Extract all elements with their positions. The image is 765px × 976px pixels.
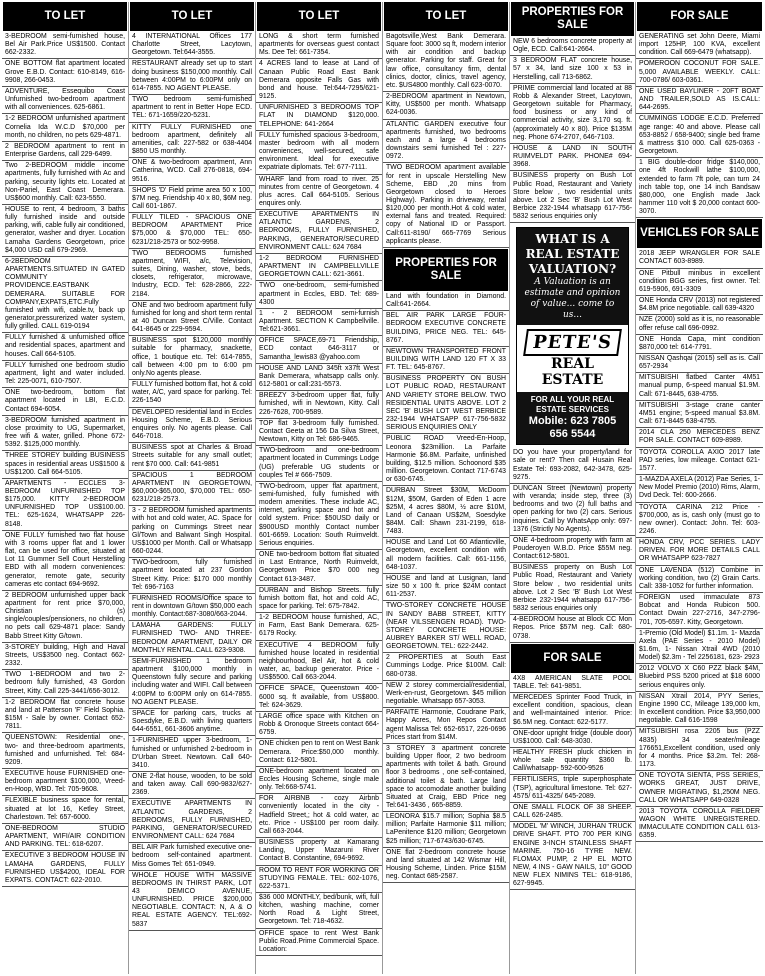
classified-ad: CUMMINGS LODGE E.C.D. Preferred age range: 40 and above. Please call 653-8852 / 658-9400; single bed frame & mattress $10 000. Call 625-0363 - Georgetown.	[636, 115, 763, 158]
classified-ad: ATLANTIC GARDEN executive four apartments furnished, two bedrooms each and a large 4 bedrooms downstairs semi furnished Tel : 227-0972.	[383, 121, 509, 164]
classified-ad: FLEXIBLE business space for rental, situated at lot 16, Ketley Street, Charlestown. Tel: 657-6000.	[2, 797, 128, 823]
classified-ad: BUSINESS spot $120,000 monthly suitable for pharmacy, snackette, office, 1 boutique etc. Tel: 614-7855, call between 4:00 pm to 6:00 pm only.No agents please.	[129, 337, 255, 380]
classified-ad: 3 BEDROOM FLAT concrete house, 57 x 34, land size 100 x 53 in Herstelling, call 713-6862.	[510, 57, 635, 83]
classified-ad: ONE flat 2-bedroom concrete house and land situated at 142 Wismar Hill, Housing Scheme, Linden. Price $15M neg. Contact 685-2587.	[383, 849, 509, 884]
classified-ad: NISSAN Qashqai (2015) sell as is. Call 657-2934	[636, 355, 763, 373]
classified-ad: 1 - 2 BEDROOM semi-furnish Apartment. SECTION K Campbellville. Tel:621-3661.	[256, 310, 382, 336]
classified-ad: 1-2 BEDROOM unfurnished apartment Cornelia Ida W.C.D $70,000 per month, no children, no pets 629-4871.	[2, 115, 128, 141]
classified-ad: 4 INTERNATIONAL Offices 177 Charlotte Street, Lacytown, Georgetown. Tel:644-3555.	[129, 33, 255, 59]
promo-phone: Mobile: 623 7805 656 5544	[528, 415, 617, 441]
promo-logo-sub: REAL ESTATE	[541, 356, 604, 389]
classified-ad: LEONORA $15.7 million; Sophia $8.5 million; Parfaite Harmonie $11 million; LaPenitence $120 million; Georgetown $25 million; 717-6743/630-6745.	[383, 813, 509, 848]
classified-ad: TWO-bedroom, upper flat apartment, semi-furnished, fully furnished with modern amenities. These include AC, internet, parking space and hot and cold system. Price: $50USD daily or $900USD monthly Contact number 601-6659. Location: South Ruimveldt. Serious enquiries.	[256, 483, 382, 550]
classified-ad: HOUSE and Land Lot 60 Atlanticville, Georgetown, excellent condition with all modern facilities. Call: 661-1156, 648-1037.	[383, 539, 509, 574]
classified-ad: 2 BEDROOM unfurnished upper back apartment for rent price $70,000, Christian (s) single/couples/pensioners, no children, no pets call 629-4871 place: Sandy Babb Street Kitty G/town.	[2, 592, 128, 643]
classified-ad: EXECUTIVE 3 BEDROOM HOUSE IN LAMAHA GARDENS, FULLY FURNISHED US$4200, IDEAL FOR EXPATS. CONTACT: 622-2010.	[2, 852, 128, 887]
classified-ad: DURBAN Street $30M, McDoom $12M, $50M, Garden of Eden 1 acre $25M, 4 acres $80M, ½ acre $10M, Land of Canaan US$2M, Soesdyke $84M. Call: Shawn 231-2199, 618-7483.	[383, 487, 509, 538]
classified-ad: 6-2BEDROOM APARTMENTS.SITUATED IN GATED COMMUNITY PROVIDENCE.EASTBANK DEMERARA. SUITABLE FOR COMPANY,EXPATS,ETC.Fully furnished with wifi, cable.tv, back up generator,pressurerized water system, fully grilled. CALL 619-0194	[2, 258, 128, 333]
classified-ad: MITSUBISHI flatbed Canter 4M51 manual pump, 6-speed manual $1.9M. Call: 671-8445, 638-4755.	[636, 374, 763, 400]
column-to-let-1	[2, 2, 129, 974]
classified-ad: EXECUTIVE house FURNISHED one-bedroom apartment $100,000, Vreed-en-Hoop, WBD. Tel: 705-9608.	[2, 770, 128, 796]
classified-ad: BUSINESS property at Kamarang Landing, Upper Mazaruni River Contact B. Constantine, 694-9692.	[256, 839, 382, 865]
classified-ad: DURBAN and Bishop Streets. fully furnish bottom flat, hot and cold AC, space for parking. Tel: 675-7842.	[256, 587, 382, 613]
classified-ad: ONE SMALL FLOCK OF 38 SHEEP. CALL 626-2485.	[510, 804, 635, 822]
section-header: PROPERTIES FOR SALE	[511, 2, 634, 36]
classified-ad: 4 ACRES land to lease at Land of Canaan Public Road East Bank Demerara opposite Falls Gas with bond and house. Tel:644-7295/621-9125.	[256, 60, 382, 103]
classified-ad: TWO one-bedroom, semi-furnished apartment in Eccles, EBD. Tel: 689-4300	[256, 282, 382, 308]
classified-ad: ONE two-bedroom bottom flat situated in Last Entrance, North Ruimveldt, Georgetown Price $70 000 neg Contact 613-3487.	[256, 551, 382, 586]
classified-ad: ONE Pitbull minibus in excellent condition BGG series, first owner. Tel: 619-5906, 691-3309	[636, 270, 763, 296]
classified-ad: HOUSE and land at Lusignan, land size 50 x 100 ft. price $24M contact 611-2537.	[383, 575, 509, 601]
classified-ad: 1-MAZDA AXELA (2012) Pae Series, 1- New Model Premio (2010) Rims, Alarm, Dvd Deck. Tel: 600-2666.	[636, 476, 763, 502]
classified-ad: TWO BEDROOM apartment available for rent in upscale Herstelling New Scheme, EBD ,20 mins from Georgetown closed to Heroes Highway). Parking in driveway, rental $120,000 per month.Hot & cold water, external fans and treated. Required: copy of National ID or Passport. Call:611-8190/ 665-7769 Serious applicants please.	[383, 164, 509, 248]
classified-ad: MODEL 'M' WINCH, JURHAN TRUCK DRIVE SHAFT. PTO 700 PER KING ENGINE 3-INCH STAINLESS SHAFT MARINE. 750-16 TYRE NEW. FLOMAX PUMP, 2 HP EL MOTO NEW, 4 INS - GAW NAILS, 10" GOOD NEW FLEX NIMINS TEL: 618-9186, 627-9945.	[510, 823, 635, 890]
classified-ad: 4X8 AMERICAN SLATE POOL TABLE. Tel: 641-9851.	[510, 675, 635, 693]
column-to-let-2	[129, 2, 256, 974]
classified-ad: HEALTHY FRESH pluck chicken in whole sale quantity $360 lb. Call/whatsapp- 592-600-9526	[510, 749, 635, 775]
classified-ad: KITTY FULLY FURNISHED one bedroom apartment, definitely all amenities, call: 227-582 or 638-4404 $850 US monthly.	[129, 124, 255, 159]
classified-ad: 3 STOREY 3 apartment concrete building Upper floor, 2 two bedroom apartments with toilet & bath. Ground floor 3 bedrooms , one self-contained, additional toilet & bath. Large land space to accomodate another building Situated at Craig, EBD Price neg Tel:641-3436 , 665-8859.	[383, 745, 509, 812]
classified-ad: TWO-STOREY CONCRETE HOUSE IN SANDY BABB STREET, KITTY (NEAR VILSSENGEN ROAD). TWO-STOREY CONCRETE HOUSE: AUBREY BARKER ST/ WELL ROAD, GEORGETOWN. TEL: 622-2442.	[383, 602, 509, 653]
classified-ad: ONE 4-bedroom property with farm at Pouderoyen W.B.D. Price $55M neg. Contact:612-5801.	[510, 537, 635, 563]
classified-ad: MERCEDES Sprinter Food Truck, in excellent condition, spacious, clean and well-maintained interior. Price: $6.5M neg. Contact: 622-5177.	[510, 694, 635, 729]
classified-ad: 3-BEDROOM furnished apartment in close proximity to UG, Supermarket, free wifi & water, grilled. Phone 672-5392. $125,000 monthly.	[2, 417, 128, 452]
classified-ad: FURNISHED ROOMS/Office space to rent in downtown G/town $50,000 each monthly. Contact:687-3080/663-2044.	[129, 595, 255, 621]
classified-ad: ONE BOTTOM flat apartment located Grove E.B.D. Contact: 610-8149, 616-9908, 266-0453.	[2, 60, 128, 86]
classified-ad: MITSUBISHI rosa 2205 bus (PZZ 4835) 34 seater/mileage 176651,Excellent condition, used only for 4 months. Price $3.2m. Tel: 268-1173.	[636, 728, 763, 771]
classified-ad: FULLY furnished & unfurnished office and residential spaces, apartment and houses. Call 664-5105.	[2, 334, 128, 360]
classified-ad: TOYOTA COROLLA AXIO 2017 late PAD series, low mileage. Contact 621-1577.	[636, 449, 763, 475]
classified-ad: NZE (2000) sold as it is, no reasonable offer refuse call 696-0992.	[636, 316, 763, 334]
classified-ad: TWO-bedroom, fully furnished apartment located at 237 Gordon Street Kitty. Price: $170 000 monthly Tel: 696-7163	[129, 559, 255, 594]
classified-ad: PARFAITE Harmonie, Coudrane Park, Happy Acres, Mon Repos Contact agent Malissa Tel: 652-6517, 226-0696 Prices start from $14M.	[383, 709, 509, 744]
classified-ad: 3-BEDROOM semi-furnished house, Bel Air Park.Price US$1500. Contact 662-2332.	[2, 33, 128, 59]
classified-ad: ONE Honda Capa, mint condition $870,000 tel: 614-7791.	[636, 336, 763, 354]
classified-ad: 1-2 BEDROOM flat concrete house and land at Patterson 'F' Field Sophia. $15M - Sale by owner. Contact 652-7811.	[2, 699, 128, 734]
column-properties-for-sale	[510, 2, 636, 974]
classified-ad: 4-BEDROOM house at Block CC Mon Repos. Price $57M neg. Call: 680-0738.	[510, 616, 635, 642]
classified-ad: POMEROON COCONUT FOR SALE. 5,000 AVAILABLE WEEKLY. CALL: 700-0786/ 603-0361.	[636, 60, 763, 86]
classified-ad: LARGE office space with Kitchen on Robb & Oronoque Streets contact 664-6759.	[256, 713, 382, 739]
classified-ad: FERTILISERS, triple superphosphate (TSP), agricultural limestone. Tel: 627-4575/ 611-4325/ 645-2089.	[510, 776, 635, 802]
promo-bottom	[517, 392, 628, 444]
classified-ad: MITSUBISHI 3-stage crane canter 4M51 engine; 5-speed manual $3.8M. Call: 671-8445 638-4755.	[636, 402, 763, 428]
promo-top	[517, 228, 628, 325]
real-estate-promo	[516, 227, 629, 445]
classified-ad: BREEZY 3-bedroom upper flat, fully furnished, wifi in Newtown, Kitty. Call 226-7628, 700-9589.	[256, 392, 382, 418]
classified-ad: 2012 VOLVO X C60 PZZ black $4M, Bluebird PSS 5200 priced at $18 6000 serious enquires only.	[636, 665, 763, 691]
classified-ad: TOP flat 3-bedroom fully furnished. Contact Geeta at 156 Da Silva Street, Newtown, Kitty on Tel: 686-9465.	[256, 420, 382, 446]
classified-ad: $36 000 MONTHLY, bed/bunk, wifi, full kitchen, washing machine, corner North Road & Light Street, Georgetown. Tel: 718-4632.	[256, 894, 382, 929]
classified-ad: NISSAN Xtrail 2014, PYY Series, Engine 1990 CC, Mileage 139,000 km, In excellent condition. Price $3,950,000 negotiable. Call 616-1598	[636, 693, 763, 728]
section-header: TO LET	[257, 2, 381, 31]
classified-ad: ONE LAVENDA (512) Combine in working condition, two (2) Grain Carts. Call: 338-1052 for further information.	[636, 567, 763, 593]
section-header: PROPERTIES FOR SALE	[384, 249, 508, 291]
classified-ad: ONE-BEDROOM STUDIO APARTMENT, WIFI/AIR CONDITION AND PARKING. TEL: 618-6207.	[2, 825, 128, 851]
classified-ad: BUSINESS spot at Charles & Broad Streets suitable for any small outlet; rent $70 000. Call: 641-9851	[129, 444, 255, 470]
classified-ad: ONE 2-flat house, wooden, to be sold and taken away. Call 690-9832/627-2369.	[129, 773, 255, 799]
classified-ad: SEMI-FURNISHED 1 bedroom apartment $100,000 monthly in Queenstown fully secure and parking including water and WIFI. Call between 4:00PM to 6:00PM only on 614-7855. NO AGENT PLEASE.	[129, 658, 255, 709]
classified-ad: FULLY TILED - SPACIOUS ONE BEDROOM APARTMENT Price $75,000 & $70,000 TEL: 650-6231/218-2573 or 502-9958.	[129, 214, 255, 249]
classified-ad: ONE-door upright fridge (double door) US$1000. Call: 648-3030.	[510, 730, 635, 748]
classified-ad: ONE and two bedroom apartment fully furnished for long and short term rental at 40 Duncan Street C/Ville. Contact 641-8645 or 229-9594.	[129, 302, 255, 337]
classified-ad: SPACIOUS 1 BEDROOM APARTMENT IN GEORGETOWN, $60,000-$65,000, $70,000 TEL: 650-6231/218-2573.	[129, 472, 255, 507]
classified-ad: NEW 6 bedrooms concrete property at Ogle, ECD. Call:641-2664.	[510, 38, 635, 56]
classified-ad: 3-STOREY building, High and Haval Streets, US$3500 neg. Contact 662-2332.	[2, 644, 128, 670]
classified-ad: OFFICE SPACE, Queenstown 400-6000 sq. ft available, from US$800. Tel: 624-3629.	[256, 685, 382, 711]
classified-ad: 1-2 BEDROOM house furnished, AC, in Farm, East Bank Demerara. 625-6179 Rocky.	[256, 614, 382, 640]
section-header: TO LET	[130, 2, 254, 31]
classified-ad: 2018 JEEP WRANGLER FOR SALE CONTACT 603-8989.	[636, 250, 763, 268]
classified-ad: FULLY furnished spacious 3-bedroom, master bedroom with all modern conveniences, well-secured, safe environment. Ideal for executive expatriate diplomats. Tel: 677-7111.	[256, 132, 382, 175]
classified-ad: TWO BEDROOMS furnished apartment, WIFI, a/c, Television, suites, Dining, washer, stove, beds, closets, refrigerator, microwave, Industry, ECD. Tel: 628-2866, 222-2184.	[129, 250, 255, 301]
classified-ad: ONE chicken pen to rent on West Bank Demerara. Price:$50,000 monthly. Contact: 612-5801.	[256, 740, 382, 766]
classified-ad: GENERATING set John Deere, Miami import 125HP, 100 KVA, excellent condition. Call 669-6479 (whatsapp).	[636, 33, 763, 59]
classified-ad: LAMAHA GARDENS: FULLY FURNISHED TWO- AND THREE-BEDROOM APARTMENT, DAILY OR MONTHLY RENTAL.CALL 623-9308.	[129, 622, 255, 657]
classified-ad: FOR AIRBNB - cozy Airbnb conveniently located in the city - Hadfield Street,; hot & cold water, ac etc. Price - US$100 per room daily. Call 663-2044.	[256, 795, 382, 838]
classified-ad: ONE-bedroom apartment located on Eccles Housing Scheme, single male only. Tel:668-5741.	[256, 768, 382, 794]
classified-ad: DEVELOPED residential land in Eccles Housing Scheme, E.B.D. Serious enquires only. No agents please. Call 646-7018.	[129, 409, 255, 444]
classified-ad: OFFICE space to rent West Bank Public Road.Prime Commercial Space. Location:	[256, 930, 382, 956]
classified-ad: ONE two-bedroom, bottom flat apartment located in LBI, E.C.D. Contact 694-6054.	[2, 389, 128, 415]
classified-ad: 1 BIG double-door fridge $140,000, one 4ft Rockwill lathe $100,000, extended to farm 7ft pole, can turn 24 inch table top, one 14 inch Bandsaw $80,000, one English made Jack hammer 110 volt $ 20,000 contact 600-3070.	[636, 159, 763, 218]
classified-ad: DUNCAN Street (Newtown) property with veranda; inside step, three (3) bedrooms and two (2) full baths and open parking for two (2) cars. Serious inquiries. Call by WhatsApp only: 697-1376 (Strictly No Agents).	[510, 485, 635, 536]
classified-ad: BUSINESS PROPERTY ON BUSH LOT PUBLIC ROAD, RESTAURANT AND VARIETY STORE BELOW. TWO RESIDENTIAL UNITS ABOVE. LOT 2 SEC 'B' BUSH LOT WEST BERBICE 232-1944 WHATSAPP 617-756-5832 SERIOUS ENQUIRIES ONLY	[383, 375, 509, 434]
classified-ad: BUSINESS property on Bush Lot Public Road, Restaurant and Variety Store below , two residential units above. Lot 2 Sec 'B' Bush Lot West Berbice 232-1944 whatsapp 617-756-5832 serious enquiries only	[510, 172, 635, 223]
classified-ad: WHARF land from road to river. 25 minutes from centre of Georgetown. 4 plus acres. Call 664-5105. Serious enquires only.	[256, 176, 382, 211]
classified-ad: TWO bedroom semi-furnished apartment to rent in Better Hope ECD. TEL: 671-1659/220-5231.	[129, 96, 255, 122]
column-to-let-3	[256, 2, 383, 974]
promo-tagline: FOR ALL YOUR REAL ESTATE SERVICES	[530, 395, 615, 415]
classified-ad: FOREIGN used immaculate 873 Bobcat and Honda Rubicon 500. Contact Dwain 227-2716, 347-2796-701, 705-6597. Kitty, Georgetown.	[636, 594, 763, 629]
classified-ad: ONE FULLY furnished two flat house with 3 rooms upper flat and 1 lower flat, can be used for office, situated at Lot 11 Gummer Sell Court Herstelling EBD with all modern conveniences: generator, remote gate, security cameras etc contact 694-9692.	[2, 532, 128, 591]
classified-ad: QUEENSTOWN: Residential one-, two- and three-bedroom apartments, furnished and unfurnished. Tel: 684-9209.	[2, 734, 128, 769]
classified-ad: SHOPS 'D' Field prime area 50 x 100, $7M neg. Friendship 40 x 80, $6M neg. Call 601-1867.	[129, 187, 255, 213]
classified-ad: Bagotsville,West Bank Demerara. Square foot: 3000 sq ft, modern interior with air condition and backup generator. Parking for staff. Great for law office, consultancy firm, dental clinics, doctor, clinics, travel agency, etc. $US4800 monthly. Call 623-0070.	[383, 33, 509, 92]
classified-ad: TWO-bedroom and one-bedroom apartment located in Cummings Lodge (UG) preferable UG students or couples Tel # 666-7509.	[256, 447, 382, 482]
promo-logo-area	[517, 325, 628, 392]
classified-ad: PUBLIC ROAD Vreed-En-Hoop, Leonora $23million. La Parfaite Harmonie $6.8M. Parfaite, unfinished building, $12.5 million. Schoonord $35 million. Georgetown. Contact 717-6743 or 630-6745.	[383, 435, 509, 486]
classified-ad: ONE Honda CRV (2013) not registered $4.8M price negotiable. call 639-4320	[636, 297, 763, 315]
classified-ad: 1-2 BEDROOM FURNISHED APARTMENT IN CAMPBELLVILLE GEORGETOWN CALL: 621-3661.	[256, 255, 382, 281]
classified-ad: FULLY furnished bottom flat, hot & cold water, A/C, yard space for parking. Tel: 226-1540	[129, 381, 255, 407]
classified-ad: EXECUTIVE APARTMENTS IN ATLANTIC GARDENS, 2 BEDROOMS, FULLY FURNISHED, PARKING, GENERATOR/SECURED ENVIRONMENT CALL: 624 7684	[256, 211, 382, 254]
classified-ad: APARTMENTS - ECCLES 3-BEDROOM UNFURNISHED TOP $175,000. KITTY 2-BEDROOM UNFURNISHED TOP US$100.00. TEL: 625-1624, WHATSAPP 226-8148.	[2, 480, 128, 531]
section-header: FOR SALE	[511, 644, 634, 673]
promo-logo: PETE'S	[523, 329, 622, 356]
classified-ad: BEL AIR PARK LARGE FOUR-BEDROOM EXECUTIVE CONCRETE BUILDING, PRICE NEG. TEL: 645-8767.	[383, 312, 509, 347]
classified-ad: RESTAURANT already set up to start doing business $150,000 monthly. Call between 4:00PM to 6:00PM only on 614-7855. NO AGENT PLEASE.	[129, 60, 255, 95]
section-header: FOR SALE	[637, 2, 762, 31]
classified-ad: UNFURNISHED 3 BEDROOMS TOP FLAT IN DIAMOND $120,000. TELEPHONE: 641-2664	[256, 104, 382, 130]
classified-ad: HOUSE & LAND IN SOUTH RUIMVELDT PARK. PHONE# 694-3968.	[510, 145, 635, 171]
column-for-sale-vehicles	[636, 2, 763, 974]
classified-ad: Two 2-BEDROOM middle income apartments, fully furnished with Ac and parking, security lights etc. Located at Non-Pariel, East Coast Demerara. US$600 monthly. Call: 623-5550.	[2, 162, 128, 205]
classified-ad: PRIME commercial land located at 88 Robb & Alexander Street, Lacytown, Georgetown suitable for Pharmacy, food business or any kind of commercial activity, size 3,170 sq. ft. (approximately 40 x 80). Price $135M neg. Phone 674-2707, 646-7103.	[510, 85, 635, 144]
classified-ad: LONG & short term furnished apartments for overseas guest contact Ms. Dee Tel: 661-7354.	[256, 33, 382, 59]
classified-ad: EXECUTIVE APARTMENTS IN ATLANTIC GARDENS, 2 BEDROOMS, FULLY FURNISHED, PARKING, GENERATOR/SECURED ENVIRONMENT CALL: 624 7684	[129, 800, 255, 843]
classified-ad: OFFICE SPACE,69-71 Friendship, ECD contact 646-3117 or Samantha_lewis83 @yahoo.com	[256, 337, 382, 363]
classified-ad: HONDA CRV, PCC SERIES. LADY DRIVEN. FOR MORE DETAILS CALL OR WHATSAPP 623-7827	[636, 539, 763, 565]
classified-ad: EXECUTIVE 4 BEDROOM fully furnished house located in residential neighbourhood, Bel Air, hot & cold water, ac, backup generator. Price - US$5500. Call 663-2044.	[256, 642, 382, 685]
classified-ad: 2 BEDROOM apartment to rent in Enterprise Gardens, call 229-6499.	[2, 143, 128, 161]
classified-ad: ROOM TO RENT FOR WORKING OR STUDYING FEMALE. TEL: 602-1076, 622-5371.	[256, 867, 382, 893]
classified-ad: THREE STOREY building BUSINESS spaces in residential areas US$1500 & US$1200. Call 664-5105.	[2, 452, 128, 478]
classified-ad: 1-Premio (Old Model) $1.1m. 1- Mazda Axela (PAE Series - 2010 Model) $1.6m, 1- Nissan Xtrail 4WD (2010 Model) $2.3m - Tel 2256181, 623- 2923	[636, 630, 763, 665]
section-header: VEHICLES FOR SALE	[637, 219, 762, 248]
classified-ad: 2014 CLA 250 MERCEDES BENZ FOR SALE. CONTACT 609-8989.	[636, 429, 763, 447]
classified-ad: 2 PROPERTIES at South East Cummings Lodge. Price $100M. Call: 680-0738.	[383, 654, 509, 680]
promo-title: WHAT IS A REAL ESTATE VALUATION?	[525, 232, 620, 277]
classified-ad: ONE & two-bedroom apartment, Ann Catherina, WCD. Call 276-0818, 694-9516.	[129, 159, 255, 185]
classified-ad: HOUSE AND LAND 345ft x37ft West Bank Demerara, whatsapp calls only. 612-5801 or call:231-5573.	[256, 365, 382, 391]
classified-ad: DO you have your property/land for sale or rent? Then call Husain Real Estate Tel: 693-2082, 642-3478, 625-9275.	[510, 449, 635, 484]
promo-subtitle: A Valuation is an estimate and opinion of value... come to us...	[524, 277, 621, 321]
classified-ad: 2013 TOYOTA COROLLA FIELDER WAGON WHITE UNREGISTERED. IMMACULATE CONDITION CALL 613-6359.	[636, 808, 763, 843]
classified-ad: NEW 2 storey commercial/residential, Werk-en-rust, Georgetown. $45 million negotiable. Whatsapp 657-3053.	[383, 682, 509, 708]
section-header: TO LET	[3, 2, 127, 31]
column-to-let-properties	[383, 2, 510, 974]
classified-ad: BUSINESS property on Bush Lot Public Road, Restaurant and Variety Store below , two residential units above. Lot 2 Sec 'B' Bush Lot West Berbice 232-1944 whatsapp 617-756-5832 serious enquiries only	[510, 564, 635, 615]
classified-ad: Land with foundation in Diamond. Call:641-2664.	[383, 293, 509, 311]
classified-ad: TWO 1-BEDROOM and two 2-bedroom fully furnished, 43 Gordon Street, Kitty. Call 225-3441/656-3012.	[2, 671, 128, 697]
classified-ad: HOUSE to rent, 4 bedroom, 3 baths fully furnished inside and outside parking, wifi, cable fully air conditioned, generator, washer and dryer. Location Lamaha Gardens Georgetown, price $4,000 USD call 679-2969.	[2, 206, 128, 257]
classified-ad: FULLY furnished one bedroom studio apartment, light and water included. Tel: 225-0071, 610-7507.	[2, 362, 128, 388]
classified-ad: NEWTOWN TRANSPORTED FRONT BUILDING WITH LAND 120 FT X 33 FT. TEL: 645-8767.	[383, 348, 509, 374]
classified-ad: ONE TOYOTA SIENTA, PSS SERIES, WORKS GREAT, JUST DRIVE, OWNER MIGRATING, $1,250M NEG. CALL OR WHATSAPP 649-0328	[636, 772, 763, 807]
classifieds-page	[2, 2, 763, 974]
classified-ad: 2-BEDROOM apartment in Newtown, Kitty, US$500 per month. Whatsapp 624-0036.	[383, 93, 509, 119]
classified-ad: 3 - 2 BEDROOM furnished apartments with hot and cold water, AC. Space for parking on Cummings Street near Gl/Town and Balwant Singh Hospital. US$1000 per Month. Call or Whatsapp 660-0244.	[129, 507, 255, 558]
classified-ad: TOYOTA CARINA 212 Price - $700,000, as is, cash only (must go to new owner). Contact: John. Tel: 603-2246.	[636, 504, 763, 539]
section-header: TO LET	[384, 2, 508, 31]
classified-ad: ADVENTURE, Essequibo Coast Unfurnished two-bedroom apartment with all conveniences. 625-6861.	[2, 88, 128, 114]
classified-ad: SPACE for parking cars, trucks at Soesdyke, E.B.D. with living quarters 644-6551, 661-3606 anytime.	[129, 710, 255, 736]
classified-ad: ONE USED BAYLINER - 20FT BOAT AND TRAILER,SOLD AS IS.CALL: 644-2695.	[636, 88, 763, 114]
classified-ad: 1-FURNISHED upper 3-bedroom, 1-furnished or unfurnished 2-bedroom in D'Urban Street. Newtown. Call 640-3410.	[129, 737, 255, 772]
classified-ad: WHOLE HOUSE WITH MASSIVE BEDROOMS IN THIRST PARK, LOT 43 DEMICO AVENUE, UNFURNISHED. PRICE $200,000 NEGOTIABLE. CONTACT: N, A & O REAL ESTATE AGENCY. TEL:692-5837	[129, 872, 255, 931]
classified-ad: BEL AIR Park furnished executive one-bedroom self-contained apartment. Miss Gomes Tel: 651-0949.	[129, 844, 255, 870]
